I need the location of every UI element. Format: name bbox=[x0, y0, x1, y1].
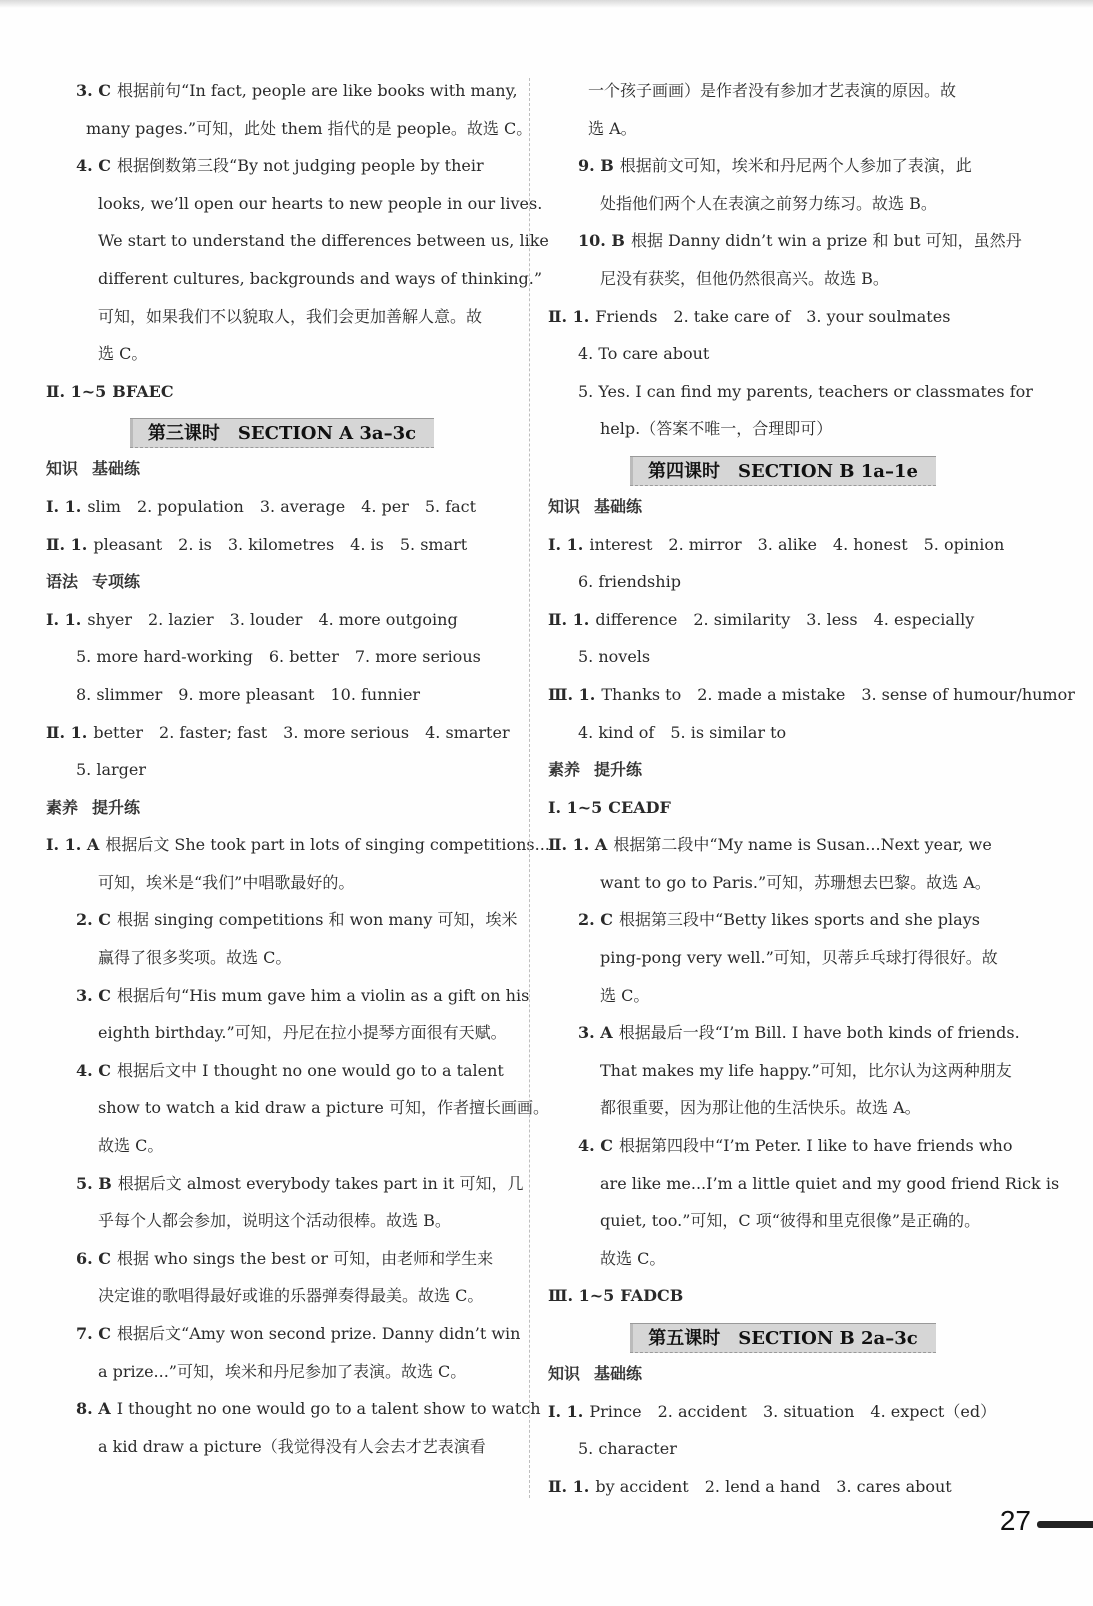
answer-line bbox=[46, 526, 518, 564]
answer-text: 选 C。 bbox=[98, 344, 148, 364]
question-number: 10. B bbox=[578, 231, 625, 251]
answer-text: 故选 C。 bbox=[600, 1248, 666, 1268]
answer-line bbox=[548, 222, 1022, 260]
answer-line bbox=[46, 335, 518, 373]
answer-text: eighth birthday.”可知，丹尼在拉小提琴方面很有天赋。 bbox=[98, 1023, 507, 1043]
question-number: 7. C bbox=[76, 1324, 112, 1343]
answer-text: I thought no one would go to a talent show to watch bbox=[116, 1399, 541, 1419]
answer-text: 根据第三段中“Betty likes sports and she plays bbox=[619, 910, 980, 930]
answer-line bbox=[46, 714, 518, 752]
answer-line bbox=[548, 714, 1018, 752]
answer-line bbox=[46, 601, 518, 639]
answer-text: 赢得了很多奖项。故选 C。 bbox=[98, 948, 292, 968]
question-number: Ⅰ. 1. bbox=[46, 496, 82, 516]
section-heading bbox=[46, 418, 518, 448]
subsection-label-part: 素养 bbox=[548, 760, 581, 780]
answer-line bbox=[46, 1014, 518, 1052]
page-number: 27 bbox=[999, 1505, 1031, 1536]
answer-text: 可知，如果我们不以貌取人，我们会更加善解人意。故 bbox=[98, 306, 483, 326]
answer-text: Prince 2. accident 3. situation 4. expect（ed） bbox=[589, 1401, 997, 1421]
answer-text: looks, we’ll open our hearts to new people in our lives. bbox=[98, 193, 543, 213]
answer-text: 可知，埃米是“我们”中唱歌最好的。 bbox=[98, 872, 355, 892]
answer-text: 处指他们两个人在表演之前努力练习。故选 B。 bbox=[600, 193, 937, 213]
question-number: 4. C bbox=[76, 156, 112, 176]
question-number: Ⅱ. 1. bbox=[548, 1476, 590, 1496]
subsection-label-part: 专项练 bbox=[92, 572, 141, 592]
section-heading bbox=[548, 1323, 1018, 1353]
subsection-label-part: 语法 bbox=[46, 572, 79, 592]
answer-text: 决定谁的歌唱得最好或谁的乐器弹奏得最美。故选 C。 bbox=[98, 1286, 484, 1306]
question-number: Ⅲ. 1~5 bbox=[548, 1286, 615, 1306]
answer-line bbox=[548, 1468, 1018, 1506]
answer-text: interest 2. mirror 3. alike 4. honest 5. opinion bbox=[589, 534, 1005, 554]
question-number: Ⅱ. 1~5 bbox=[46, 381, 107, 401]
question-number: 3. C bbox=[76, 81, 112, 100]
answer-line bbox=[548, 260, 1018, 298]
answer-text: 选 A。 bbox=[588, 118, 637, 138]
answer-text: many pages.”可知，此处 them 指代的是 people。故选 C。 bbox=[86, 118, 533, 138]
answer-line bbox=[548, 410, 1018, 448]
answer-line bbox=[46, 185, 543, 223]
answer-text: 故选 C。 bbox=[98, 1136, 164, 1156]
answer-text: different cultures, backgrounds and ways of thinking.” bbox=[98, 268, 543, 288]
answer-text: 根据后文“Amy won second prize. Danny didn’t win bbox=[117, 1324, 521, 1343]
answer-text: 根据第二段中“My name is Susan...Next year, we bbox=[613, 835, 992, 855]
answer-line bbox=[548, 676, 1075, 714]
answer-line bbox=[548, 526, 1018, 564]
answer-text: 根据 singing competitions 和 won many 可知，埃米 bbox=[117, 910, 518, 930]
question-number: 4. C bbox=[76, 1060, 112, 1080]
answer-line bbox=[46, 298, 518, 336]
section-heading-text: 第三课时 SECTION A 3a–3c bbox=[130, 418, 434, 448]
answer-text: pleasant 2. is 3. kilometres 4. is 5. smart bbox=[93, 534, 468, 554]
answer-text: slim 2. population 3. average 4. per 5. fact bbox=[87, 496, 477, 516]
answer-line bbox=[46, 676, 518, 714]
answer-text: 6. friendship bbox=[578, 572, 681, 592]
answer-line bbox=[46, 1315, 521, 1353]
subsection-label bbox=[46, 789, 518, 827]
answer-line bbox=[46, 1240, 518, 1278]
answer-line bbox=[46, 373, 518, 411]
question-number: 4. C bbox=[578, 1136, 614, 1156]
answer-line bbox=[548, 1165, 1060, 1203]
answer-line bbox=[548, 563, 1018, 601]
answer-text: difference 2. similarity 3. less 4. especially bbox=[595, 609, 975, 629]
answer-line bbox=[548, 373, 1033, 411]
answer-text: help.（答案不唯一，合理即可） bbox=[600, 419, 833, 439]
answer-line bbox=[548, 1127, 1018, 1165]
answer-line bbox=[46, 1127, 518, 1165]
question-number: 2. C bbox=[578, 910, 614, 930]
answer-line bbox=[548, 864, 1018, 902]
answer-line bbox=[548, 638, 1018, 676]
answer-line bbox=[46, 488, 518, 526]
answer-text: 根据最后一段“I’m Bill. I have both kinds of friends. bbox=[618, 1023, 1020, 1043]
answer-text: 乎每个人都会参加，说明这个活动很棒。故选 B。 bbox=[98, 1211, 451, 1231]
answer-text: 根据后句“His mum gave him a violin as a gift on his bbox=[117, 985, 530, 1005]
answer-line bbox=[548, 939, 1018, 977]
scan-top-edge bbox=[0, 0, 1093, 8]
answer-line bbox=[46, 826, 550, 864]
question-number: 2. C bbox=[76, 910, 112, 930]
answer-line bbox=[46, 260, 543, 298]
question-number: Ⅱ. 1. bbox=[548, 609, 590, 629]
question-number: 3. A bbox=[578, 1023, 613, 1043]
answer-line bbox=[46, 1165, 524, 1203]
subsection-label-part: 基础练 bbox=[594, 496, 643, 516]
answer-line bbox=[46, 1428, 518, 1466]
answer-line bbox=[46, 939, 518, 977]
answer-text: 根据 Danny didn’t win a prize 和 but 可知，虽然丹 bbox=[630, 231, 1022, 251]
answer-text: 4. To care about bbox=[578, 344, 710, 364]
column-divider bbox=[529, 78, 530, 1498]
answer-text: FADCB bbox=[620, 1286, 684, 1306]
section-heading-text: 第四课时 SECTION B 1a–1e bbox=[630, 456, 936, 486]
answer-line bbox=[548, 1052, 1018, 1090]
subsection-label bbox=[548, 1355, 1018, 1393]
answer-text: 选 C。 bbox=[600, 985, 650, 1005]
answer-line bbox=[548, 72, 1018, 110]
left-column bbox=[46, 72, 550, 1465]
question-number: Ⅱ. 1. bbox=[548, 306, 590, 326]
answer-text: 5. novels bbox=[578, 647, 651, 667]
question-number: Ⅰ. 1. bbox=[46, 609, 82, 629]
answer-line bbox=[46, 864, 518, 902]
subsection-label-part: 提升练 bbox=[594, 760, 643, 780]
answer-line bbox=[548, 110, 1018, 148]
subsection-label-part: 提升练 bbox=[92, 797, 141, 817]
answer-line bbox=[46, 638, 518, 676]
answer-line bbox=[46, 1202, 518, 1240]
question-number: 5. B bbox=[76, 1173, 112, 1193]
answer-line bbox=[46, 222, 549, 260]
answer-line bbox=[548, 185, 1018, 223]
answer-line bbox=[548, 977, 1018, 1015]
answer-line bbox=[548, 901, 1018, 939]
question-number: Ⅰ. 1. bbox=[548, 1401, 584, 1421]
answer-text: 一个孩子画画）是作者没有参加才艺表演的原因。故 bbox=[588, 81, 957, 100]
question-number: Ⅱ. 1. bbox=[46, 722, 88, 742]
subsection-label-part: 知识 bbox=[548, 496, 581, 516]
answer-text: a prize...”可知，埃米和丹尼参加了表演。故选 C。 bbox=[98, 1361, 467, 1381]
answer-line bbox=[548, 335, 1018, 373]
answer-text: BFAEC bbox=[112, 381, 174, 401]
answer-text: better 2. faster; fast 3. more serious 4. smarter bbox=[93, 722, 510, 742]
answer-text: 根据前句“In fact, people are like books with many, bbox=[117, 81, 518, 100]
answer-line bbox=[548, 1014, 1018, 1052]
section-heading bbox=[548, 456, 1018, 486]
answer-text: want to go to Paris.”可知，苏珊想去巴黎。故选 A。 bbox=[600, 872, 991, 892]
answer-line bbox=[548, 147, 1018, 185]
answer-text: 都很重要，因为那让他的生活快乐。故选 A。 bbox=[600, 1098, 921, 1118]
answer-text: 5. more hard-working 6. better 7. more serious bbox=[76, 647, 481, 667]
answer-text: show to watch a kid draw a picture 可知，作者擅长画画。 bbox=[98, 1098, 549, 1118]
question-number: Ⅰ. 1. A bbox=[46, 835, 100, 855]
question-number: Ⅲ. 1. bbox=[548, 684, 596, 704]
subsection-label bbox=[46, 450, 518, 488]
right-column bbox=[548, 72, 1075, 1505]
subsection-label-part: 基础练 bbox=[92, 459, 141, 479]
answer-text: ping-pong very well.”可知，贝蒂乒乓球打得很好。故 bbox=[600, 948, 998, 968]
answer-text: by accident 2. lend a hand 3. cares about bbox=[595, 1476, 952, 1496]
answer-text: 5. character bbox=[578, 1439, 677, 1459]
question-number: 8. A bbox=[76, 1399, 111, 1419]
answer-text: 5. Yes. I can find my parents, teachers or classmates for bbox=[578, 381, 1033, 401]
answer-line bbox=[548, 789, 1018, 827]
subsection-label-part: 基础练 bbox=[594, 1364, 643, 1383]
answer-text: That makes my life happy.”可知，比尔认为这两种朋友 bbox=[600, 1060, 1012, 1080]
answer-line bbox=[46, 751, 518, 789]
answer-text: 根据后文中 I thought no one would go to a talent bbox=[117, 1060, 504, 1080]
answer-line bbox=[548, 298, 1018, 336]
answer-text: Thanks to 2. made a mistake 3. sense of humour/humor bbox=[601, 684, 1075, 704]
answer-line bbox=[46, 72, 518, 110]
answer-text: We start to understand the differences between us, like bbox=[98, 231, 549, 251]
subsection-label-part: 素养 bbox=[46, 797, 79, 817]
answer-text: 5. larger bbox=[76, 760, 147, 780]
answer-line bbox=[548, 1240, 1018, 1278]
answer-text: are like me...I’m a little quiet and my good friend Rick is bbox=[600, 1173, 1060, 1193]
subsection-label bbox=[46, 563, 518, 601]
subsection-label bbox=[548, 488, 1018, 526]
question-number: Ⅰ. 1~5 bbox=[548, 797, 603, 817]
answer-line bbox=[548, 1089, 1018, 1127]
answer-line bbox=[46, 1052, 518, 1090]
answer-line bbox=[46, 110, 533, 148]
subsection-label-part: 知识 bbox=[548, 1364, 581, 1383]
answer-text: 尼没有获奖，但他仍然很高兴。故选 B。 bbox=[600, 268, 889, 288]
answer-text: shyer 2. lazier 3. louder 4. more outgoing bbox=[87, 609, 458, 629]
answer-line bbox=[548, 601, 1018, 639]
answer-line bbox=[548, 1202, 1018, 1240]
question-number: 6. C bbox=[76, 1248, 112, 1268]
answer-line bbox=[46, 147, 518, 185]
answer-line bbox=[46, 901, 518, 939]
answer-line bbox=[46, 1277, 518, 1315]
answer-text: 根据倒数第三段“By not judging people by their bbox=[117, 156, 484, 176]
answer-line bbox=[548, 1430, 1018, 1468]
answer-text: 4. kind of 5. is similar to bbox=[578, 722, 787, 742]
answer-line bbox=[46, 977, 530, 1015]
question-number: 9. B bbox=[578, 156, 614, 176]
answer-text: 根据后文 almost everybody takes part in it 可知，几 bbox=[117, 1173, 524, 1193]
subsection-label-part: 知识 bbox=[46, 459, 79, 479]
answer-text: 根据第四段中“I’m Peter. I like to have friends who bbox=[619, 1136, 1013, 1156]
question-number: 3. C bbox=[76, 985, 112, 1005]
answer-line bbox=[548, 826, 1018, 864]
answer-line bbox=[46, 1390, 541, 1428]
answer-text: CEADF bbox=[608, 797, 671, 817]
answer-text: 根据前文可知，埃米和丹尼两个人参加了表演，此 bbox=[619, 156, 972, 176]
section-heading-text: 第五课时 SECTION B 2a–3c bbox=[630, 1323, 935, 1353]
answer-line bbox=[548, 1393, 1018, 1431]
answer-text: 根据后文 She took part in lots of singing competitions... bbox=[105, 835, 550, 855]
answer-text: a kid draw a picture（我觉得没有人会去才艺表演看 bbox=[98, 1436, 486, 1456]
answer-line bbox=[46, 1089, 549, 1127]
question-number: Ⅱ. 1. A bbox=[548, 835, 608, 855]
answer-text: quiet, too.”可知，C 项“彼得和里克很像”是正确的。 bbox=[600, 1211, 981, 1231]
question-number: Ⅰ. 1. bbox=[548, 534, 584, 554]
subsection-label bbox=[548, 751, 1018, 789]
page-tab-bar bbox=[1037, 1521, 1093, 1528]
question-number: Ⅱ. 1. bbox=[46, 534, 88, 554]
answer-text: 8. slimmer 9. more pleasant 10. funnier bbox=[76, 684, 421, 704]
answer-text: 根据 who sings the best or 可知，由老师和学生来 bbox=[117, 1248, 494, 1268]
answer-line bbox=[548, 1277, 1018, 1315]
answer-line bbox=[46, 1353, 518, 1391]
answer-text: Friends 2. take care of 3. your soulmates bbox=[595, 306, 951, 326]
